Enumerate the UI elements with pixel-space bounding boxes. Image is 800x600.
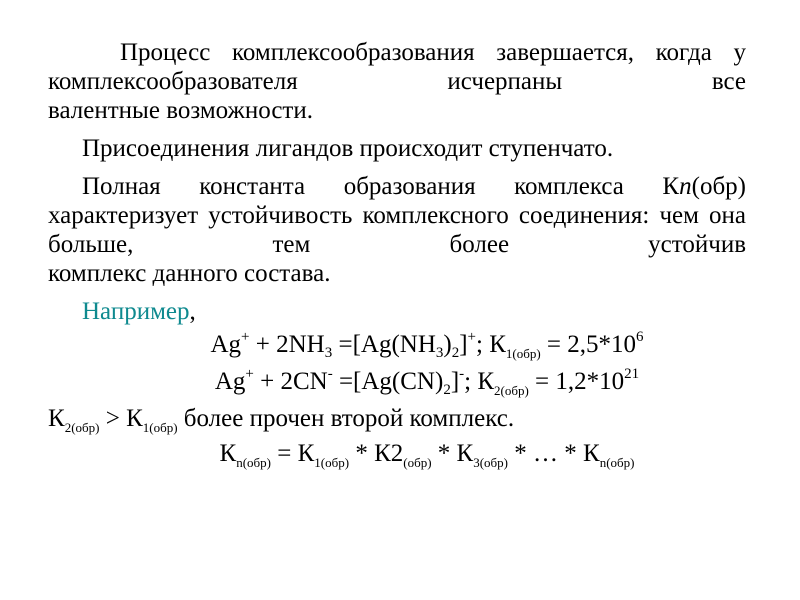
eq2-mid2: =[Ag(CN) (332, 368, 444, 395)
example-word: Например (82, 298, 190, 325)
paragraph-constant-end (48, 259, 746, 288)
eq2-sup-plus: + (245, 366, 254, 382)
p3-line2: характеризует устойчивость комплексного (48, 202, 509, 229)
eq3-sub-3: 3(обр) (473, 455, 508, 470)
eq2-sup-minus2: - (459, 366, 465, 382)
paragraph-stepwise (48, 134, 746, 163)
eq1-sup-plus2: + (467, 329, 477, 345)
eq3-tail: * … * К (508, 440, 600, 467)
eq1-sub3b: 3 (435, 345, 444, 361)
p1-line3: валентные возможности. (48, 97, 313, 124)
cmp-sub-b: 1(обр) (142, 420, 178, 435)
eq2-sub-k: 2(обр) (494, 383, 529, 398)
eq1-mid3: ) (443, 331, 452, 358)
eq3-eqsign: = К (271, 440, 315, 467)
p3-line1b: (обр) (691, 173, 746, 200)
paragraph-completion (48, 38, 746, 96)
eq1-sub2: 2 (451, 345, 460, 361)
example-heading (48, 297, 746, 326)
p3-line1n: n (679, 173, 692, 200)
equation-ammonia (48, 330, 746, 359)
eq2-mid1: + 2CN (253, 368, 328, 395)
paragraph-constant (48, 172, 746, 259)
eq1-mid6: = 2,5*10 (540, 331, 637, 358)
eq3-sub-2: (обр) (403, 455, 432, 470)
cmp-sub-a: 2(обр) (64, 420, 100, 435)
example-comma: , (189, 298, 196, 325)
eq2-mid4: ; К (464, 368, 495, 395)
p1-line2: когда у комплексообразователя исчерпаны все (48, 39, 747, 95)
slide-content (48, 38, 746, 468)
eq2-ag: Ag (214, 368, 246, 395)
paragraph-completion-end (48, 96, 746, 125)
p2-text: Присоединения лигандов происходит ступенчато. (82, 135, 614, 162)
eq3-sub-last: n(обр) (599, 455, 635, 470)
eq2-sup-exp: 21 (624, 366, 640, 382)
eq2-sub2: 2 (443, 382, 451, 398)
equation-total-constant (48, 439, 746, 468)
eq1-sub-k: 1(обр) (505, 346, 541, 361)
eq2-mid5: = 1,2*10 (528, 368, 625, 395)
comparison-line (48, 404, 746, 433)
eq1-sup-exp: 6 (636, 329, 644, 345)
equation-cyanide (48, 367, 746, 396)
eq1-ag: Ag (210, 331, 242, 358)
eq2-sup-minus: - (327, 366, 333, 382)
eq1-mid1: + 2NH (249, 331, 325, 358)
cmp-k: К (48, 405, 65, 432)
p3-line3: соединения: чем она больше, тем более устойчив (48, 202, 746, 258)
eq3-k1: К (219, 440, 237, 467)
p3-line1a: Полная константа образования комплекса К (82, 173, 680, 200)
cmp-tail: более прочен второй комплекс. (177, 405, 515, 432)
eq3-sub-1: 1(обр) (314, 455, 350, 470)
eq2-mid3: ] (450, 368, 460, 395)
eq3-star2: * К (431, 440, 474, 467)
p1-line1: Процесс комплексообразования завершается, (120, 39, 635, 66)
p3-line4: комплекс данного состава. (48, 260, 331, 287)
cmp-gt: > К (99, 405, 143, 432)
eq1-sup-plus: + (241, 329, 250, 345)
eq1-mid4: ] (459, 331, 468, 358)
eq3-star1: * К2 (349, 440, 404, 467)
eq1-mid2: =[Ag(NH (332, 331, 436, 358)
eq1-mid5: ; К (476, 331, 506, 358)
eq1-sub3a: 3 (324, 345, 333, 361)
eq3-sub-n: n(обр) (236, 455, 271, 470)
